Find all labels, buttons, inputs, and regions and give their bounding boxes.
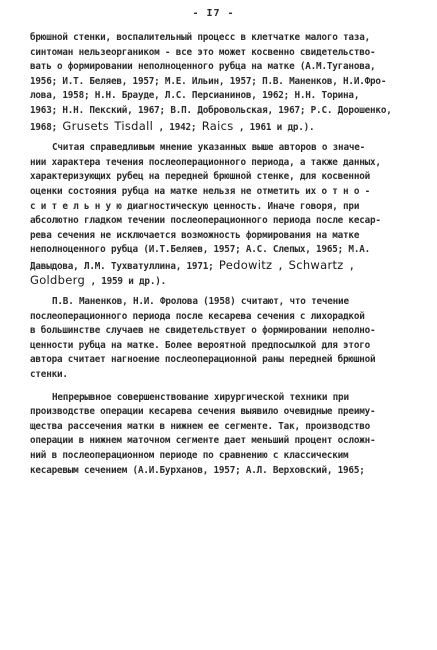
text-segment: абсолютно гладком течении послеоперационного периода после кесар- [30,215,381,227]
text-line [30,434,397,449]
text-line [30,243,397,258]
text-line [30,339,397,354]
text-segment: 1963; Н.Н. Пекский, 1967; В.П. Добровольская, 1967; Р.С. Дорошенко, [30,104,392,116]
text-line [30,229,397,244]
text-line [30,214,397,229]
text-segment: ценности рубца на матке. Более вероятной предпосылкой для этого [30,339,371,351]
text-line [30,119,397,134]
text-line [30,31,397,46]
text-segment: характеризующих рубец на передней брюшной стенке, для косвенной [30,171,371,183]
paragraph [30,295,397,383]
text-segment: с и т е л ь н у ю диагностическую ценность. Иначе говоря, при [30,200,360,212]
text-line [30,464,397,479]
text-line [30,156,397,171]
text-line [30,60,397,75]
text-line [30,391,397,406]
text-segment: 1956; И.Т. Беляев, 1957; М.Е. Ильин, 1957; П.В. Маненков, Н.И.Фро- [30,75,387,87]
text-line [30,295,397,310]
text-segment: лова, 1958; Н.Н. Брауде, Л.С. Персианинов, 1962; Н.Н. Торина, [30,90,360,102]
text-segment: вать о формировании неполноценного рубца на матке (А.М.Туганова, [30,61,376,73]
text-segment: кесаревым сечением (А.И.Бурханов, 1957; А.Л. Верховский, 1965; [30,464,365,476]
text-line [30,324,397,339]
handwritten-name: Schwartz [288,257,344,272]
paragraph-gap [30,133,397,141]
text-segment: послеоперационного периода после кесарева сечения с лихорадкой [30,310,365,322]
text-segment: синтоман нельзеоргаником - все это может косвенно свидетельство- [30,46,376,58]
text-line [30,89,397,104]
paragraph [30,31,397,133]
page-number: - I7 - [192,8,235,19]
text-segment: неполноценного рубца (И.Т.Беляев, 1957; А.С. Слепых, 1965; М.А. [30,244,371,256]
text-line [30,405,397,420]
text-segment: , [272,260,289,272]
text-line [30,200,397,215]
text-line [30,353,397,368]
text-line [30,368,397,383]
text-segment: Непрерывное совершенствование хирургической техники при [52,391,349,403]
text-segment: рева сечения не исключается возможность формирования на матке [30,229,360,241]
text-line [30,420,397,435]
text-segment: , 1942; [153,121,202,133]
text-segment: производстве операции кесарева сечения выявило очевидные преиму- [30,406,376,418]
text-segment: ний в послеоперационном периоде по сравнению с классическим [30,450,349,462]
text-segment: , 1961 и др.). [233,121,315,133]
text-line [30,273,397,288]
text-segment: в большинстве случаев не свидетельствует о формировании неполно- [30,325,376,337]
handwritten-name: Pedowitz [218,257,273,272]
text-segment: щества рассечения матки в нижнем ее сегменте. Так, производство [30,420,371,432]
paragraph [30,141,397,287]
paragraph-gap [30,383,397,391]
text-segment: , 1959 и др.). [85,275,167,287]
paragraph-gap [30,287,397,295]
text-line [30,185,397,200]
handwritten-name: Tisdall [114,118,154,133]
text-segment: нии характера течения послеоперационного периода, а также данных, [30,156,381,168]
handwritten-name: Raics [201,118,234,133]
text-line [30,104,397,119]
text-segment: , [343,260,355,272]
text-line [30,258,397,273]
text-segment: оценки состояния рубца на матке нельзя не отметить их о т н о - [30,185,371,197]
text-segment: П.В. Маненков, Н.И. Фролова (1958) считают, что течение [52,296,349,308]
handwritten-name: Goldberg [30,272,86,287]
text-segment: 1968; [30,121,63,133]
text-segment: стенки. [30,369,68,381]
paragraph [30,391,397,479]
text-segment: автора считает нагноение послеоперационной раны передней брюшной [30,354,376,366]
text-segment: брюшной стенки, воспалительный процесс в клетчатке малого таза, [30,32,371,43]
text-segment: Давыдова, Л.М. Тухватуллина, 1971; [30,260,219,272]
handwritten-name: Grusets [62,118,109,133]
text-line [30,75,397,90]
text-line [30,46,397,61]
text-segment: операции в нижнем маточном сегменте дает меньший процент осложн- [30,435,376,447]
document-body [30,31,397,478]
text-line [30,310,397,325]
text-segment: Считая справедливым мнение указанных выше авторов о значе- [52,142,366,154]
text-line [30,141,397,156]
text-line [30,449,397,464]
text-line [30,170,397,185]
